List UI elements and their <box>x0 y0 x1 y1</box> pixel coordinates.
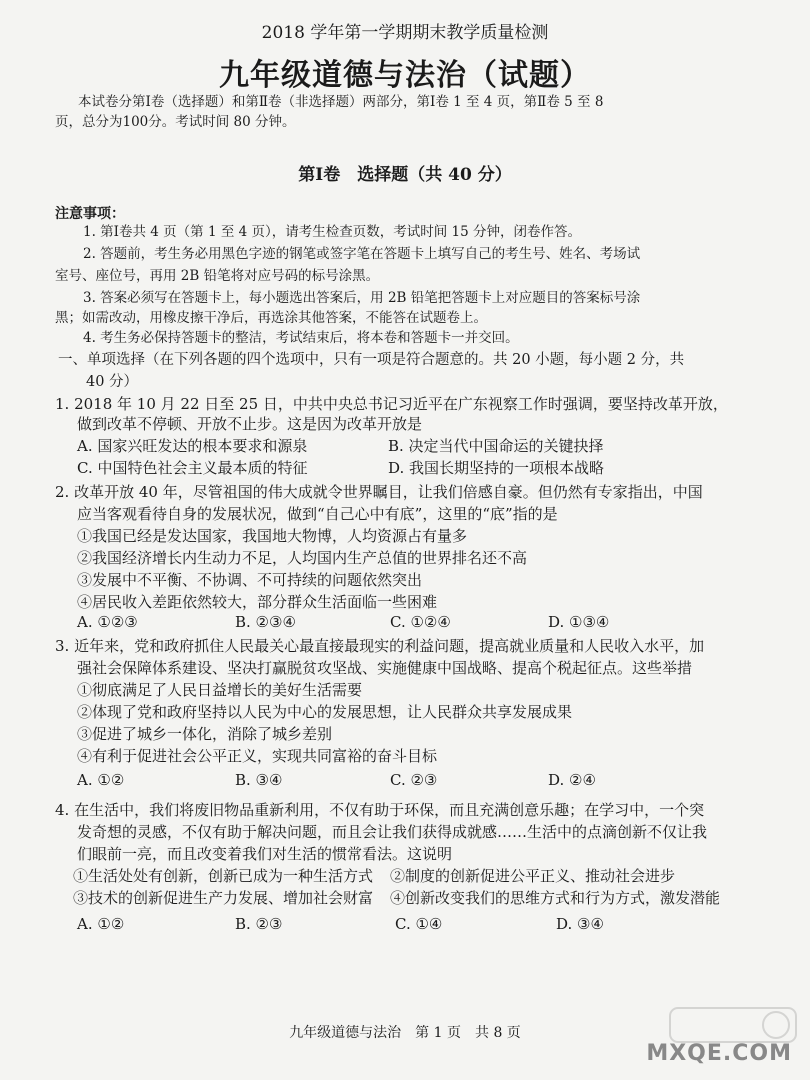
question-1-stem: 1. 2018 年 10 月 22 日至 25 日，中共中央总书记习近平在广东视察工作时强调，要坚持改革开放， <box>55 395 728 413</box>
notice-heading: 注意事项： <box>55 206 125 222</box>
question-1-option-d: D. 我国长期坚持的一项根本战略 <box>388 459 605 477</box>
question-2-stem: 2. 改革开放 40 年，尽管祖国的伟大成就令世界瞩目，让我们倍感自豪。但仍然有专家指出，中国 <box>55 483 703 501</box>
question-2-option-b: B. ②③④ <box>235 613 296 631</box>
question-4-statement: ②制度的创新促进公平正义、推动社会进步 <box>390 867 676 885</box>
subject-title: 九年级道德与法治（试题） <box>219 58 591 93</box>
question-4-statement: ③技术的创新促进生产力发展、增加社会财富 <box>73 889 374 907</box>
question-2-statement: ④居民收入差距依然较大，部分群众生活面临一些困难 <box>77 593 438 611</box>
intro-line-2: 页，总分为100分。考试时间 80 分钟。 <box>55 114 296 130</box>
question-2-statement: ③发展中不平衡、不协调、不可持续的问题依然突出 <box>77 571 423 589</box>
question-3-stem: 强社会保障体系建设、坚决打赢脱贫攻坚战、实施健康中国战略、提高个税起征点。这些举措 <box>77 659 693 677</box>
question-2-stem: 应当客观看待自身的发展状况，做到“自己心中有底”，这里的“底”指的是 <box>77 505 558 523</box>
question-4-stem: 4. 在生活中，我们将废旧物品重新利用，不仅有助于环保，而且充满创意乐趣；在学习中，一个突 <box>55 801 705 819</box>
question-2-statement: ②我国经济增长内生动力不足，人均国内生产总值的世界排名还不高 <box>77 549 528 567</box>
question-3-stem: 3. 近年来，党和政府抓住人民最关心最直接最现实的利益问题，提高就业质量和人民收入水平，加 <box>55 637 705 655</box>
question-2-statement: ①我国已经是发达国家，我国地大物博，人均资源占有量多 <box>77 527 468 545</box>
question-1-option-a: A. 国家兴旺发达的根本要求和源泉 <box>77 437 308 455</box>
part-one-instruction: 40 分） <box>86 374 139 390</box>
page-footer: 九年级道德与法治 第 1 页 共 8 页 <box>289 1025 521 1041</box>
question-4-option-a: A. ①② <box>77 915 125 933</box>
notice-line: 2. 答题前，考生务必用黑色字迹的钢笔或签字笔在答题卡上填写自己的考生号、姓名、考场试 <box>83 246 641 262</box>
question-4-stem: 们眼前一亮，而且改变着我们对生活的惯常看法。这说明 <box>77 845 453 863</box>
question-3-statement: ②体现了党和政府坚持以人民为中心的发展思想，让人民群众共享发展成果 <box>77 703 573 721</box>
question-1-option-c: C. 中国特色社会主义最本质的特征 <box>77 459 308 477</box>
question-2-option-a: A. ①②③ <box>77 613 138 631</box>
question-4-statement: ④创新改变我们的思维方式和行为方式，激发潜能 <box>390 889 721 907</box>
question-4-stem: 发奇想的灵感，不仅有助于解决问题，而且会让我们获得成就感……生活中的点滴创新不仅让我 <box>77 823 708 841</box>
notice-line: 1. 第Ⅰ卷共 4 页（第 1 至 4 页），请考生检查页数，考试时间 15 分钟，闭卷作答。 <box>83 224 582 240</box>
section-title: 第Ⅰ卷 选择题（共 40 分） <box>298 165 512 185</box>
question-1-stem: 做到改革不停顿、开放不止步。这是因为改革开放是 <box>77 415 423 433</box>
question-1-option-b: B. 决定当代中国命运的关键抉择 <box>388 437 604 455</box>
question-2-option-c: C. ①②④ <box>390 613 451 631</box>
question-4-option-c: C. ①④ <box>395 915 443 933</box>
notice-line: 黑；如需改动，用橡皮擦干净后，再选涂其他答案，不能答在试题卷上。 <box>55 310 487 326</box>
notice-line: 室号、座位号，再用 2B 铅笔将对应号码的标号涂黑。 <box>55 268 380 284</box>
question-3-option-b: B. ③④ <box>235 771 283 789</box>
question-3-option-d: D. ②④ <box>548 771 596 789</box>
question-4-statement: ①生活处处有创新，创新已成为一种生活方式 <box>73 867 374 885</box>
question-3-statement: ③促进了城乡一体化，消除了城乡差别 <box>77 725 333 743</box>
question-4-option-d: D. ③④ <box>556 915 604 933</box>
watermark-text: MXQE.COM <box>646 1041 792 1066</box>
notice-line: 4. 考生务必保持答题卡的整洁，考试结束后，将本卷和答题卡一并交回。 <box>83 330 519 346</box>
question-2-option-d: D. ①③④ <box>548 613 610 631</box>
question-3-statement: ④有利于促进社会公平正义，实现共同富裕的奋斗目标 <box>77 747 438 765</box>
question-3-option-c: C. ②③ <box>390 771 438 789</box>
notice-line: 3. 答案必须写在答题卡上，每小题选出答案后，用 2B 铅笔把答题卡上对应题目的答案标号涂 <box>83 290 641 306</box>
question-4-option-b: B. ②③ <box>235 915 283 933</box>
question-3-statement: ①彻底满足了人民日益增长的美好生活需要 <box>77 681 363 699</box>
question-3-option-a: A. ①② <box>77 771 125 789</box>
exam-title: 2018 学年第一学期期末教学质量检测 <box>261 23 549 43</box>
part-one-instruction: 一、单项选择（在下列各题的四个选项中，只有一项是符合题意的。共 20 小题，每小题 2 分，共 <box>58 352 685 368</box>
intro-line-1: 本试卷分第Ⅰ卷（选择题）和第Ⅱ卷（非选择题）两部分，第Ⅰ卷 1 至 4 页，第Ⅱ卷 5 至 8 <box>78 94 604 110</box>
